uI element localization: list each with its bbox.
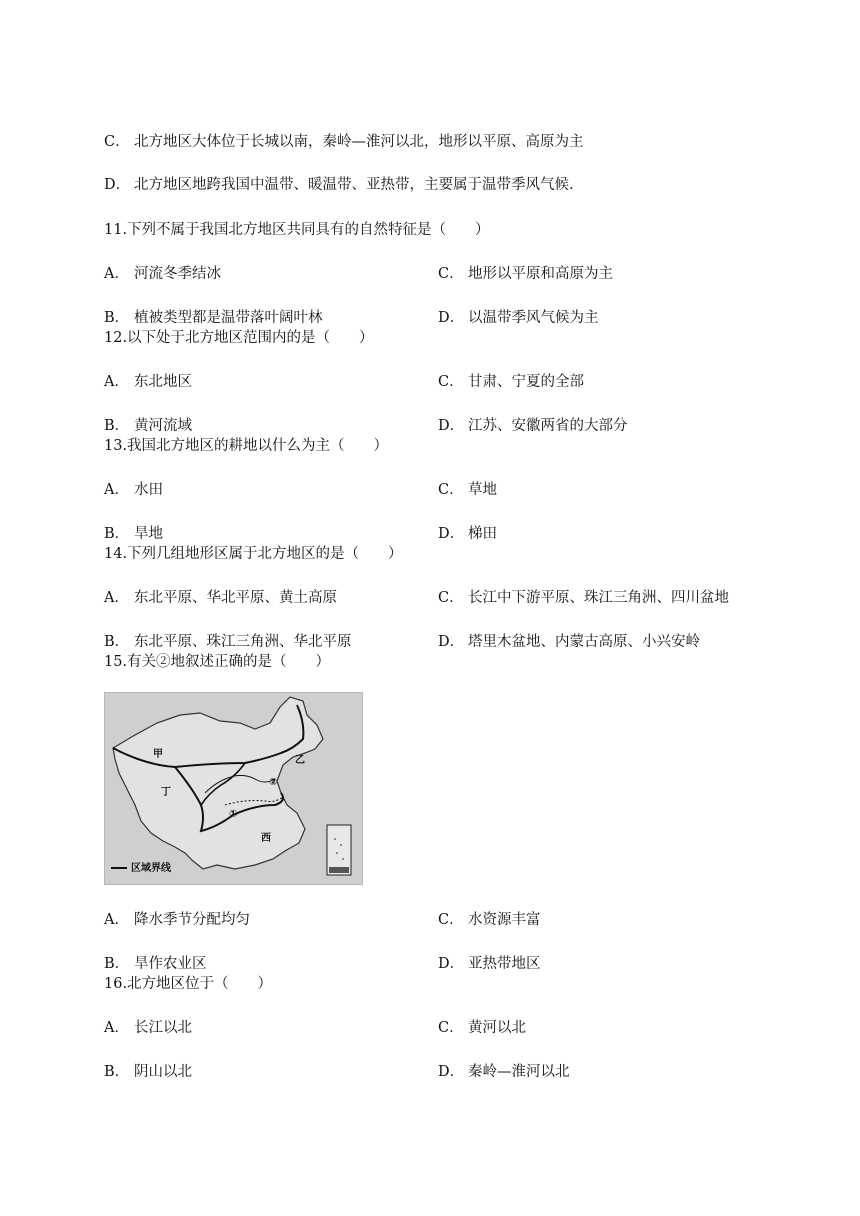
option-letter: D． — [438, 634, 465, 650]
option-text: 水资源丰富 — [468, 912, 541, 928]
option-text: 亚热带地区 — [468, 956, 541, 972]
option-text: 黄河以北 — [468, 1020, 526, 1036]
option-letter: C． — [438, 1020, 464, 1036]
q16-option-c[interactable] — [438, 1016, 526, 1037]
question-12-stem: 12.以下处于北方地区范围内的是（ ） — [104, 330, 374, 346]
q13-option-a[interactable] — [104, 478, 163, 499]
q11-option-d[interactable] — [438, 306, 599, 327]
map-figure — [105, 693, 362, 884]
region-label-circle1: ① — [229, 809, 238, 820]
question-13-stem: 13.我国北方地区的耕地以什么为主（ ） — [104, 438, 389, 454]
option-text: 甘肃、宁夏的全部 — [468, 374, 584, 390]
q11-option-a[interactable] — [104, 262, 221, 283]
region-label-circle2: ② — [269, 777, 278, 788]
q13-option-c[interactable] — [438, 478, 497, 499]
q11-option-c[interactable] — [438, 262, 613, 283]
option-text: 降水季节分配均匀 — [134, 912, 250, 928]
option-text: 长江以北 — [134, 1020, 192, 1036]
option-letter: B． — [104, 1064, 130, 1080]
region-label-jia: 甲 — [153, 749, 163, 760]
option-letter: C． — [104, 134, 130, 150]
option-letter: D． — [438, 310, 465, 326]
region-label-ding: 丁 — [161, 787, 171, 798]
option-letter: D． — [438, 956, 465, 972]
q13-option-d[interactable] — [438, 522, 497, 543]
q15-option-d[interactable] — [438, 952, 541, 973]
option-text: 旱地 — [134, 526, 163, 542]
option-text: 植被类型都是温带落叶阔叶林 — [134, 310, 323, 326]
option-text: 以温带季风气候为主 — [468, 310, 599, 326]
option-letter: A． — [104, 482, 129, 498]
option-text: 梯田 — [468, 526, 497, 542]
option-text: 东北平原、华北平原、黄土高原 — [134, 590, 337, 606]
option-letter: D． — [438, 1064, 465, 1080]
option-text: 塔里木盆地、内蒙古高原、小兴安岭 — [468, 634, 700, 650]
q16-option-b[interactable] — [104, 1060, 192, 1081]
region-label-xi: 西 — [261, 833, 271, 844]
option-letter: C． — [438, 912, 464, 928]
q14-option-d[interactable] — [438, 630, 700, 651]
question-11-stem: 11.下列不属于我国北方地区共同具有的自然特征是（ ） — [104, 222, 490, 238]
question-16-stem: 16.北方地区位于（ ） — [104, 976, 273, 992]
q14-option-c[interactable] — [438, 586, 729, 607]
option-letter: A． — [104, 374, 129, 390]
option-text: 旱作农业区 — [134, 956, 207, 972]
option-text: 江苏、安徽两省的大部分 — [468, 418, 628, 434]
option-letter: A． — [104, 590, 129, 606]
option-text: 北方地区大体位于长城以南，秦岭—淮河以北，地形以平原、高原为主 — [134, 134, 584, 150]
option-letter: B． — [104, 956, 130, 972]
option-text: 北方地区地跨我国中温带、暖温带、亚热带，主要属于温带季风气候． — [134, 177, 584, 193]
option-letter: A． — [104, 1020, 129, 1036]
q11-option-b[interactable] — [104, 306, 323, 327]
china-region-map — [104, 692, 363, 885]
option-text: 水田 — [134, 482, 163, 498]
legend-label: 区域界线 — [131, 863, 171, 874]
option-letter: D． — [438, 526, 465, 542]
option-text: 地形以平原和高原为主 — [468, 266, 613, 282]
q12-option-c[interactable] — [438, 370, 584, 391]
q16-option-d[interactable] — [438, 1060, 570, 1081]
q14-option-a[interactable] — [104, 586, 337, 607]
q12-option-b[interactable] — [104, 414, 192, 435]
q10-option-c — [104, 130, 584, 151]
option-letter: C． — [438, 482, 464, 498]
option-text: 草地 — [468, 482, 497, 498]
option-letter: C． — [438, 374, 464, 390]
question-14-stem: 14.下列几组地形区属于北方地区的是（ ） — [104, 546, 403, 562]
option-text: 东北平原、珠江三角洲、华北平原 — [134, 634, 352, 650]
q13-option-b[interactable] — [104, 522, 163, 543]
option-text: 东北地区 — [134, 374, 192, 390]
region-label-yi: 乙 — [295, 755, 305, 766]
option-text: 长江中下游平原、珠江三角洲、四川盆地 — [468, 590, 729, 606]
option-letter: B． — [104, 418, 130, 434]
q14-option-b[interactable] — [104, 630, 352, 651]
option-letter: A． — [104, 912, 129, 928]
option-letter: B． — [104, 634, 130, 650]
q15-option-a[interactable] — [104, 908, 250, 929]
q10-option-d — [104, 173, 584, 194]
q15-option-b[interactable] — [104, 952, 207, 973]
option-letter: C． — [438, 266, 464, 282]
option-text: 秦岭—淮河以北 — [468, 1064, 570, 1080]
option-text: 河流冬季结冰 — [134, 266, 221, 282]
q16-option-a[interactable] — [104, 1016, 192, 1037]
option-letter: C． — [438, 590, 464, 606]
q12-option-d[interactable] — [438, 414, 628, 435]
option-letter: D． — [104, 177, 131, 193]
option-text: 阴山以北 — [134, 1064, 192, 1080]
q12-option-a[interactable] — [104, 370, 192, 391]
question-15-stem: 15.有关②地叙述正确的是（ ） — [104, 654, 331, 670]
q15-option-c[interactable] — [438, 908, 541, 929]
option-letter: B． — [104, 310, 130, 326]
option-letter: A． — [104, 266, 129, 282]
option-letter: D． — [438, 418, 465, 434]
option-text: 黄河流域 — [134, 418, 192, 434]
option-letter: B． — [104, 526, 130, 542]
